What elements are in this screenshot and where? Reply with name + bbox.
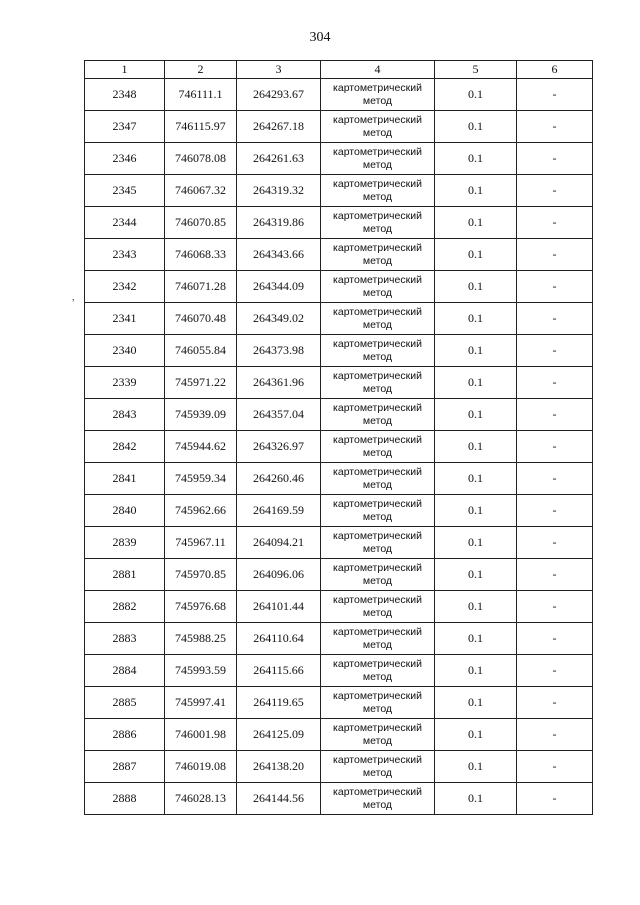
cell-y-coordinate: 264357.04 bbox=[237, 399, 321, 431]
method-text-line: картометрический bbox=[333, 497, 422, 510]
table-row bbox=[85, 175, 593, 207]
cell-method bbox=[321, 399, 435, 431]
cell-method bbox=[321, 559, 435, 591]
table-row bbox=[85, 271, 593, 303]
cell-accuracy: 0.1 bbox=[435, 751, 517, 783]
cell-x-coordinate: 745967.11 bbox=[165, 527, 237, 559]
cell-x-coordinate: 745970.85 bbox=[165, 559, 237, 591]
method-text-line: метод bbox=[362, 798, 393, 811]
cell-y-coordinate: 264119.65 bbox=[237, 687, 321, 719]
column-header-2: 2 bbox=[165, 61, 237, 79]
cell-method bbox=[321, 335, 435, 367]
cell-accuracy: 0.1 bbox=[435, 559, 517, 591]
method-text-line: картометрический bbox=[333, 145, 422, 158]
cell-x-coordinate: 746111.1 bbox=[165, 79, 237, 111]
cell-note: - bbox=[517, 143, 593, 175]
cell-point-id: 2347 bbox=[85, 111, 165, 143]
cell-y-coordinate: 264096.06 bbox=[237, 559, 321, 591]
cell-note: - bbox=[517, 495, 593, 527]
cell-note: - bbox=[517, 751, 593, 783]
cell-note: - bbox=[517, 79, 593, 111]
method-text-line: метод bbox=[362, 350, 393, 363]
method-text-line: метод bbox=[362, 254, 393, 267]
cell-accuracy: 0.1 bbox=[435, 431, 517, 463]
table-row bbox=[85, 751, 593, 783]
cell-method bbox=[321, 783, 435, 815]
cell-x-coordinate: 745959.34 bbox=[165, 463, 237, 495]
cell-accuracy: 0.1 bbox=[435, 591, 517, 623]
cell-note: - bbox=[517, 687, 593, 719]
cell-x-coordinate: 746115.97 bbox=[165, 111, 237, 143]
cell-note: - bbox=[517, 559, 593, 591]
cell-accuracy: 0.1 bbox=[435, 623, 517, 655]
cell-y-coordinate: 264125.09 bbox=[237, 719, 321, 751]
method-text-line: метод bbox=[362, 222, 393, 235]
cell-method bbox=[321, 687, 435, 719]
cell-note: - bbox=[517, 463, 593, 495]
cell-point-id: 2342 bbox=[85, 271, 165, 303]
method-text-line: метод bbox=[362, 94, 393, 107]
table-row bbox=[85, 527, 593, 559]
cell-x-coordinate: 745993.59 bbox=[165, 655, 237, 687]
cell-method bbox=[321, 431, 435, 463]
method-text-line: картометрический bbox=[333, 209, 422, 222]
cell-x-coordinate: 746001.98 bbox=[165, 719, 237, 751]
cell-point-id: 2881 bbox=[85, 559, 165, 591]
cell-accuracy: 0.1 bbox=[435, 207, 517, 239]
method-text-line: картометрический bbox=[333, 689, 422, 702]
cell-y-coordinate: 264373.98 bbox=[237, 335, 321, 367]
cell-y-coordinate: 264115.66 bbox=[237, 655, 321, 687]
column-header-4: 4 bbox=[321, 61, 435, 79]
method-text-line: картометрический bbox=[333, 433, 422, 446]
cell-accuracy: 0.1 bbox=[435, 335, 517, 367]
table-row bbox=[85, 687, 593, 719]
method-text-line: картометрический bbox=[333, 465, 422, 478]
cell-accuracy: 0.1 bbox=[435, 783, 517, 815]
cell-x-coordinate: 746055.84 bbox=[165, 335, 237, 367]
cell-point-id: 2887 bbox=[85, 751, 165, 783]
method-text-line: метод bbox=[362, 574, 393, 587]
cell-accuracy: 0.1 bbox=[435, 719, 517, 751]
cell-accuracy: 0.1 bbox=[435, 175, 517, 207]
cell-accuracy: 0.1 bbox=[435, 111, 517, 143]
table-row bbox=[85, 79, 593, 111]
table-row bbox=[85, 303, 593, 335]
method-text-line: метод bbox=[362, 286, 393, 299]
cell-y-coordinate: 264138.20 bbox=[237, 751, 321, 783]
cell-method bbox=[321, 527, 435, 559]
cell-x-coordinate: 745962.66 bbox=[165, 495, 237, 527]
cell-method bbox=[321, 303, 435, 335]
method-text-line: метод bbox=[362, 478, 393, 491]
method-text-line: картометрический bbox=[333, 657, 422, 670]
cell-point-id: 2884 bbox=[85, 655, 165, 687]
table-row bbox=[85, 143, 593, 175]
table-row bbox=[85, 207, 593, 239]
cell-point-id: 2843 bbox=[85, 399, 165, 431]
cell-note: - bbox=[517, 655, 593, 687]
method-text-line: метод bbox=[362, 766, 393, 779]
cell-note: - bbox=[517, 111, 593, 143]
stray-mark: , bbox=[72, 292, 75, 303]
method-text-line: картометрический bbox=[333, 113, 422, 126]
cell-y-coordinate: 264343.66 bbox=[237, 239, 321, 271]
cell-note: - bbox=[517, 271, 593, 303]
cell-method bbox=[321, 463, 435, 495]
cell-x-coordinate: 745988.25 bbox=[165, 623, 237, 655]
method-text-line: метод bbox=[362, 446, 393, 459]
cell-note: - bbox=[517, 591, 593, 623]
method-text-line: картометрический bbox=[333, 337, 422, 350]
method-text-line: метод bbox=[362, 318, 393, 331]
cell-point-id: 2839 bbox=[85, 527, 165, 559]
cell-method bbox=[321, 207, 435, 239]
cell-method bbox=[321, 175, 435, 207]
cell-accuracy: 0.1 bbox=[435, 463, 517, 495]
cell-note: - bbox=[517, 431, 593, 463]
cell-y-coordinate: 264344.09 bbox=[237, 271, 321, 303]
table-row bbox=[85, 783, 593, 815]
method-text-line: картометрический bbox=[333, 81, 422, 94]
cell-point-id: 2341 bbox=[85, 303, 165, 335]
method-text-line: метод bbox=[362, 702, 393, 715]
cell-x-coordinate: 745976.68 bbox=[165, 591, 237, 623]
method-text-line: метод bbox=[362, 190, 393, 203]
cell-point-id: 2883 bbox=[85, 623, 165, 655]
cell-point-id: 2888 bbox=[85, 783, 165, 815]
column-header-6: 6 bbox=[517, 61, 593, 79]
table-header-row bbox=[85, 61, 593, 79]
cell-point-id: 2841 bbox=[85, 463, 165, 495]
cell-x-coordinate: 746071.28 bbox=[165, 271, 237, 303]
method-text-line: картометрический bbox=[333, 529, 422, 542]
cell-method bbox=[321, 143, 435, 175]
cell-method bbox=[321, 79, 435, 111]
table-row bbox=[85, 591, 593, 623]
cell-method bbox=[321, 623, 435, 655]
method-text-line: метод bbox=[362, 606, 393, 619]
cell-y-coordinate: 264319.86 bbox=[237, 207, 321, 239]
cell-point-id: 2882 bbox=[85, 591, 165, 623]
cell-point-id: 2344 bbox=[85, 207, 165, 239]
cell-note: - bbox=[517, 783, 593, 815]
column-header-1: 1 bbox=[85, 61, 165, 79]
cell-note: - bbox=[517, 367, 593, 399]
method-text-line: картометрический bbox=[333, 625, 422, 638]
method-text-line: метод bbox=[362, 542, 393, 555]
cell-note: - bbox=[517, 623, 593, 655]
method-text-line: метод bbox=[362, 158, 393, 171]
cell-x-coordinate: 746019.08 bbox=[165, 751, 237, 783]
method-text-line: картометрический bbox=[333, 785, 422, 798]
method-text-line: картометрический bbox=[333, 561, 422, 574]
cell-x-coordinate: 745997.41 bbox=[165, 687, 237, 719]
cell-method bbox=[321, 495, 435, 527]
cell-x-coordinate: 745971.22 bbox=[165, 367, 237, 399]
table-body bbox=[85, 79, 593, 815]
cell-x-coordinate: 745939.09 bbox=[165, 399, 237, 431]
cell-y-coordinate: 264361.96 bbox=[237, 367, 321, 399]
cell-point-id: 2840 bbox=[85, 495, 165, 527]
cell-point-id: 2346 bbox=[85, 143, 165, 175]
column-header-5: 5 bbox=[435, 61, 517, 79]
cell-x-coordinate: 745944.62 bbox=[165, 431, 237, 463]
table-row bbox=[85, 559, 593, 591]
method-text-line: метод bbox=[362, 126, 393, 139]
method-text-line: картометрический bbox=[333, 273, 422, 286]
cell-x-coordinate: 746078.08 bbox=[165, 143, 237, 175]
cell-accuracy: 0.1 bbox=[435, 527, 517, 559]
method-text-line: картометрический bbox=[333, 593, 422, 606]
cell-note: - bbox=[517, 175, 593, 207]
table-row bbox=[85, 239, 593, 271]
cell-method bbox=[321, 271, 435, 303]
method-text-line: картометрический bbox=[333, 369, 422, 382]
cell-x-coordinate: 746068.33 bbox=[165, 239, 237, 271]
method-text-line: картометрический bbox=[333, 401, 422, 414]
cell-method bbox=[321, 751, 435, 783]
cell-y-coordinate: 264267.18 bbox=[237, 111, 321, 143]
table-row bbox=[85, 335, 593, 367]
cell-accuracy: 0.1 bbox=[435, 303, 517, 335]
table-row bbox=[85, 655, 593, 687]
method-text-line: метод bbox=[362, 382, 393, 395]
cell-note: - bbox=[517, 399, 593, 431]
cell-y-coordinate: 264326.97 bbox=[237, 431, 321, 463]
cell-note: - bbox=[517, 335, 593, 367]
cell-accuracy: 0.1 bbox=[435, 687, 517, 719]
table-row bbox=[85, 431, 593, 463]
page-number: 304 bbox=[309, 30, 331, 45]
cell-accuracy: 0.1 bbox=[435, 367, 517, 399]
cell-point-id: 2842 bbox=[85, 431, 165, 463]
cell-x-coordinate: 746070.48 bbox=[165, 303, 237, 335]
cell-accuracy: 0.1 bbox=[435, 399, 517, 431]
cell-point-id: 2345 bbox=[85, 175, 165, 207]
cell-accuracy: 0.1 bbox=[435, 271, 517, 303]
cell-y-coordinate: 264260.46 bbox=[237, 463, 321, 495]
method-text-line: метод bbox=[362, 638, 393, 651]
cell-note: - bbox=[517, 527, 593, 559]
table-row bbox=[85, 623, 593, 655]
cell-note: - bbox=[517, 239, 593, 271]
cell-accuracy: 0.1 bbox=[435, 79, 517, 111]
cell-y-coordinate: 264110.64 bbox=[237, 623, 321, 655]
table-row bbox=[85, 399, 593, 431]
method-text-line: картометрический bbox=[333, 241, 422, 254]
cell-x-coordinate: 746067.32 bbox=[165, 175, 237, 207]
cell-note: - bbox=[517, 303, 593, 335]
table-row bbox=[85, 367, 593, 399]
cell-accuracy: 0.1 bbox=[435, 655, 517, 687]
method-text-line: картометрический bbox=[333, 721, 422, 734]
cell-accuracy: 0.1 bbox=[435, 495, 517, 527]
cell-y-coordinate: 264101.44 bbox=[237, 591, 321, 623]
coordinates-table bbox=[84, 60, 593, 815]
cell-y-coordinate: 264319.32 bbox=[237, 175, 321, 207]
cell-y-coordinate: 264261.63 bbox=[237, 143, 321, 175]
cell-accuracy: 0.1 bbox=[435, 143, 517, 175]
column-header-3: 3 bbox=[237, 61, 321, 79]
cell-note: - bbox=[517, 719, 593, 751]
method-text-line: метод bbox=[362, 510, 393, 523]
cell-point-id: 2886 bbox=[85, 719, 165, 751]
cell-y-coordinate: 264094.21 bbox=[237, 527, 321, 559]
cell-point-id: 2348 bbox=[85, 79, 165, 111]
cell-method bbox=[321, 367, 435, 399]
cell-note: - bbox=[517, 207, 593, 239]
cell-y-coordinate: 264349.02 bbox=[237, 303, 321, 335]
cell-point-id: 2339 bbox=[85, 367, 165, 399]
cell-point-id: 2885 bbox=[85, 687, 165, 719]
method-text-line: картометрический bbox=[333, 753, 422, 766]
cell-method bbox=[321, 591, 435, 623]
cell-accuracy: 0.1 bbox=[435, 239, 517, 271]
cell-y-coordinate: 264293.67 bbox=[237, 79, 321, 111]
cell-method bbox=[321, 719, 435, 751]
method-text-line: метод bbox=[362, 670, 393, 683]
table-row bbox=[85, 463, 593, 495]
cell-y-coordinate: 264169.59 bbox=[237, 495, 321, 527]
method-text-line: метод bbox=[362, 414, 393, 427]
method-text-line: картометрический bbox=[333, 177, 422, 190]
table-row bbox=[85, 111, 593, 143]
cell-point-id: 2340 bbox=[85, 335, 165, 367]
cell-method bbox=[321, 239, 435, 271]
cell-method bbox=[321, 655, 435, 687]
cell-x-coordinate: 746028.13 bbox=[165, 783, 237, 815]
cell-method bbox=[321, 111, 435, 143]
cell-x-coordinate: 746070.85 bbox=[165, 207, 237, 239]
method-text-line: метод bbox=[362, 734, 393, 747]
cell-y-coordinate: 264144.56 bbox=[237, 783, 321, 815]
cell-point-id: 2343 bbox=[85, 239, 165, 271]
method-text-line: картометрический bbox=[333, 305, 422, 318]
table-row bbox=[85, 495, 593, 527]
table-row bbox=[85, 719, 593, 751]
